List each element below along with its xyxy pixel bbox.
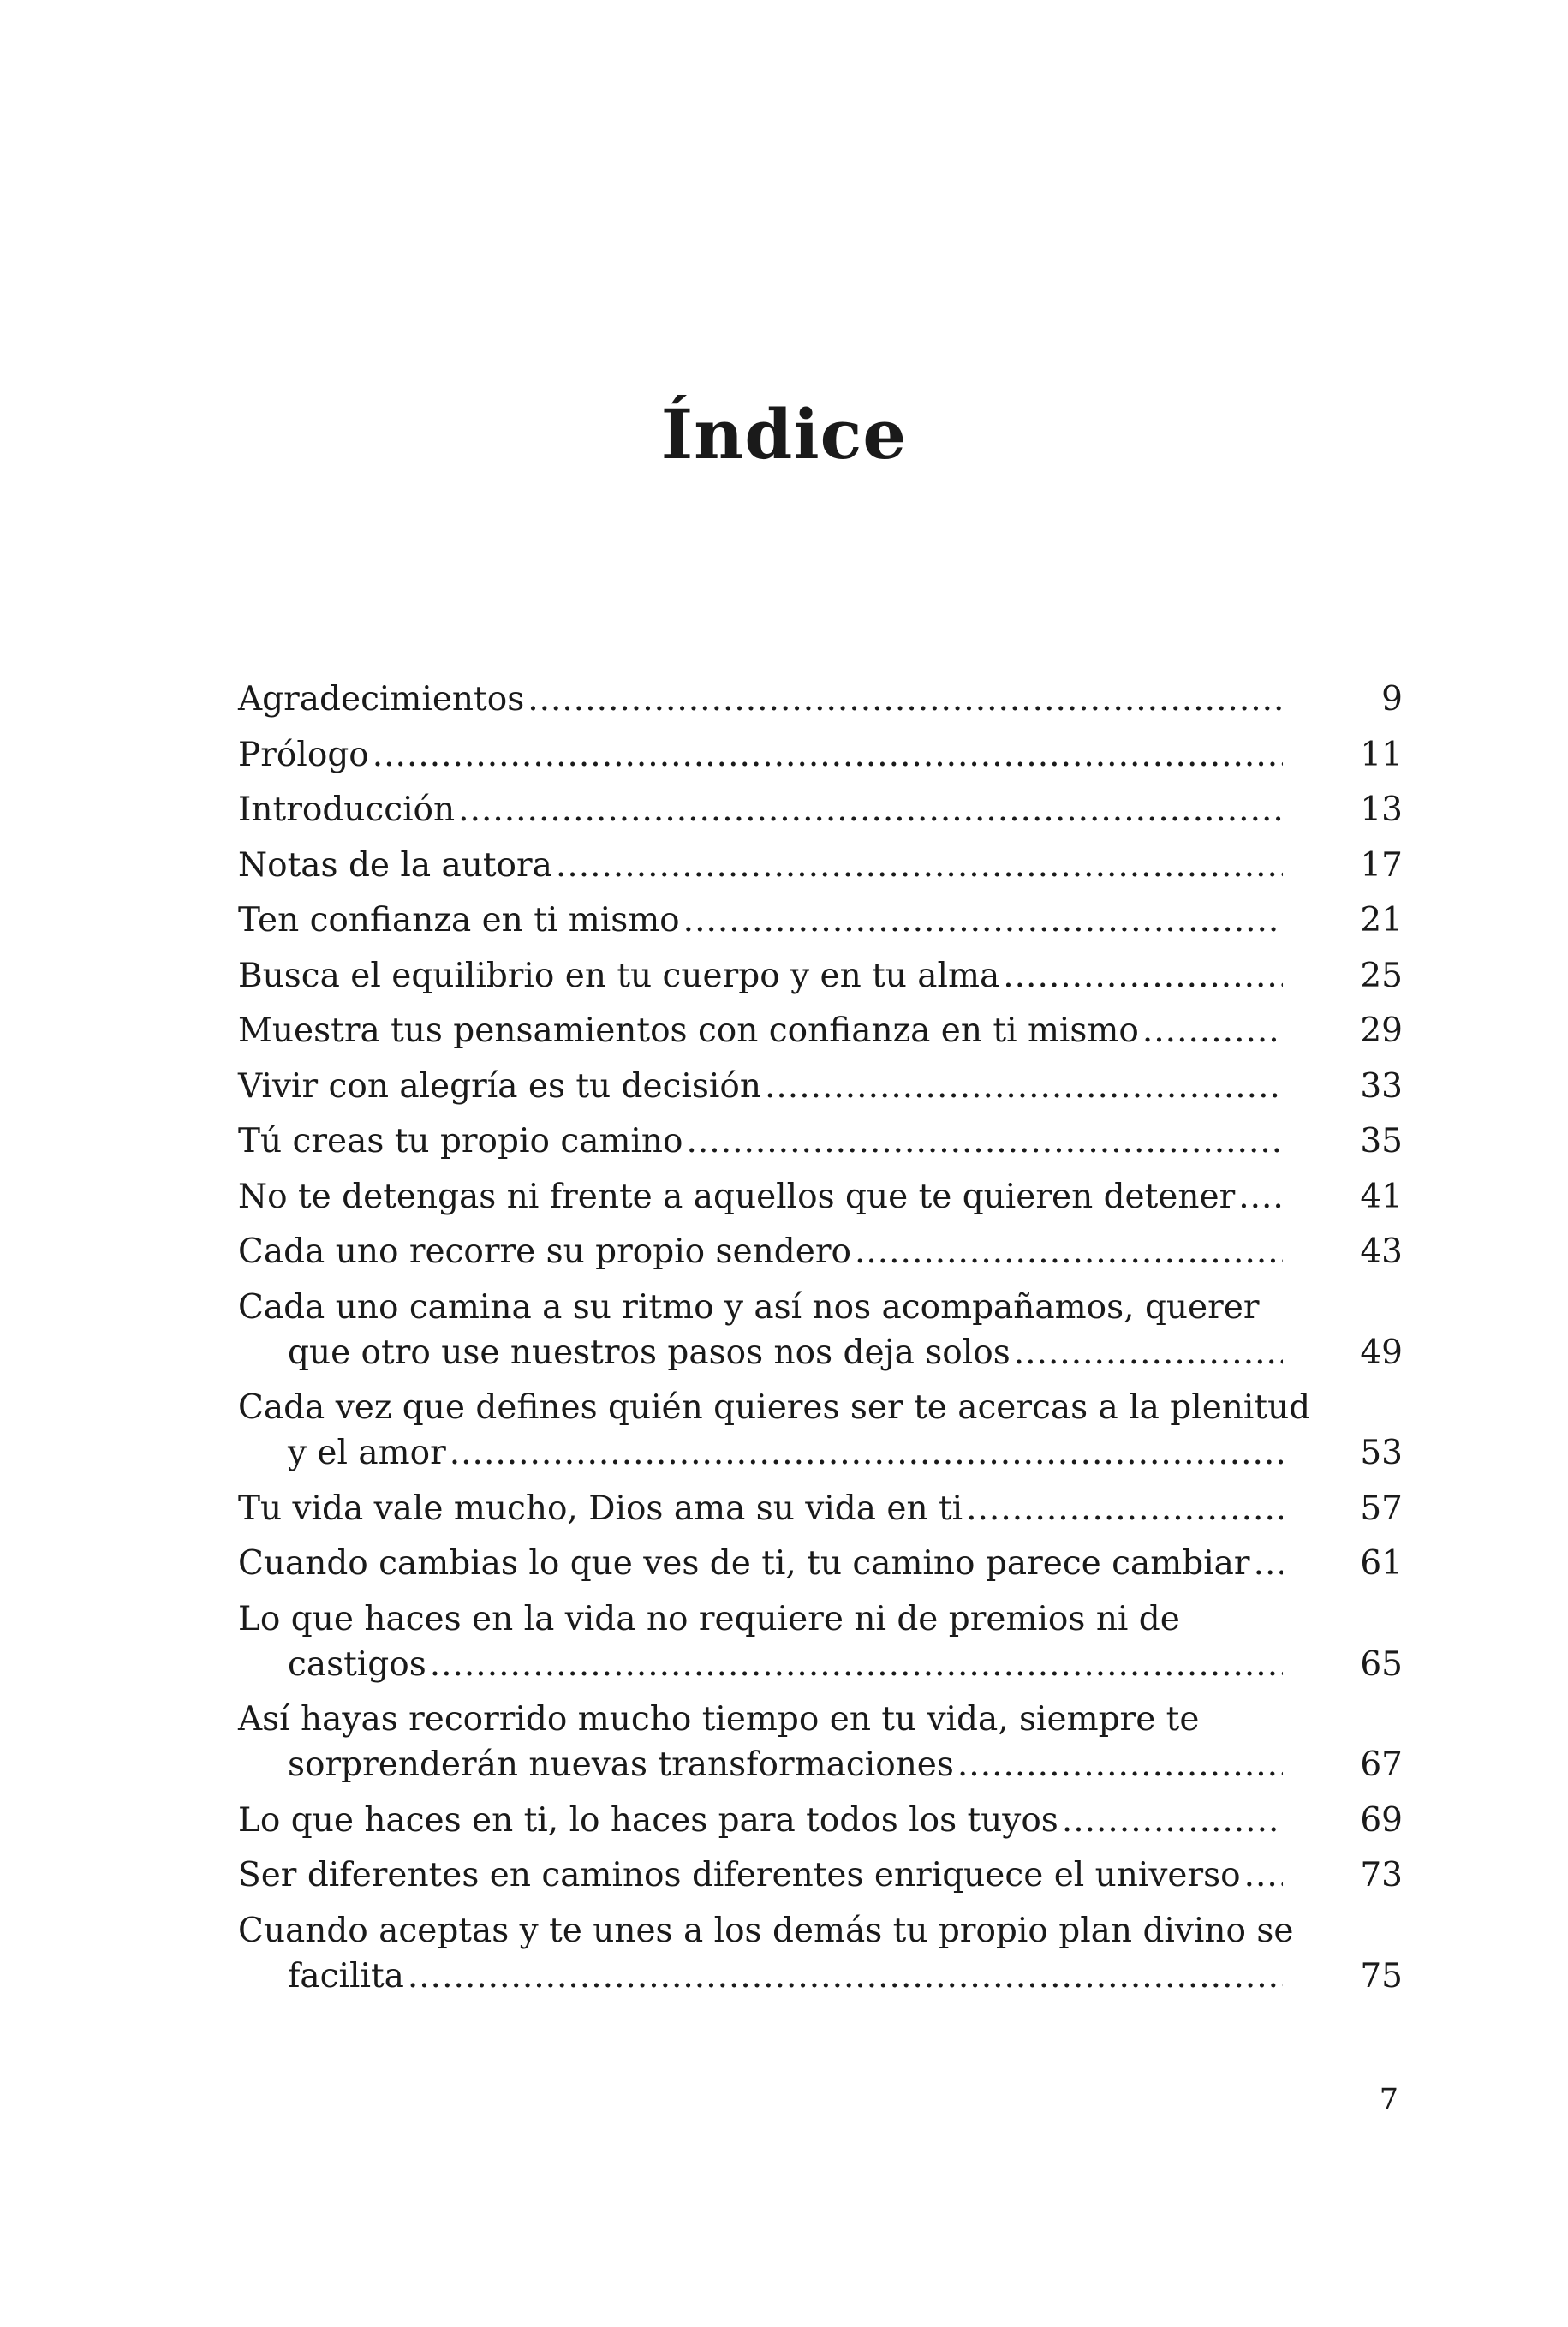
dot-leader xyxy=(1142,1008,1283,1053)
toc-page-number: 13 xyxy=(1360,791,1403,829)
dot-leader xyxy=(1254,1541,1283,1586)
toc-entry-title: Lo que haces en la vida no requiere ni de premios ni de xyxy=(238,1599,1180,1638)
toc-entry-title: Ten confianza en ti mismo xyxy=(238,901,680,940)
toc-entry xyxy=(238,1541,1403,1586)
toc-page-number: 53 xyxy=(1360,1434,1403,1472)
toc-entry-title: No te detengas ni frente a aquellos que te quieren detener xyxy=(238,1177,1236,1216)
dot-leader xyxy=(1003,953,1283,999)
toc-entry-title: Cada vez que defines quién quieres ser te acercas a la plenitud xyxy=(238,1388,1311,1427)
toc-entry-title: Cuando aceptas y te unes a los demás tu propio plan divino se xyxy=(238,1911,1294,1950)
toc-entry-title-continuation: facilita xyxy=(288,1956,404,1996)
toc-entry-title: Tu vida vale mucho, Dios ama su vida en ti xyxy=(238,1489,963,1528)
toc-page-number: 73 xyxy=(1360,1856,1403,1894)
toc-entry-title: Vivir con alegría es tu decisión xyxy=(238,1066,761,1106)
toc-entry-row xyxy=(238,1853,1403,1898)
toc-page-number: 35 xyxy=(1360,1122,1403,1161)
toc-entry-row xyxy=(238,1954,1403,1999)
toc-entry-row xyxy=(238,1742,1403,1787)
toc-entry xyxy=(238,1008,1403,1053)
toc-entry xyxy=(238,1697,1403,1787)
dot-leader xyxy=(957,1742,1283,1787)
toc-entry-row xyxy=(238,843,1403,888)
dot-leader xyxy=(1062,1798,1283,1843)
toc-page-number: 43 xyxy=(1360,1232,1403,1271)
toc-entry-row xyxy=(238,1430,1403,1476)
toc-entry-title: Tú creas tu propio camino xyxy=(238,1122,683,1161)
page-number: 7 xyxy=(1379,2083,1398,2117)
toc-entry xyxy=(238,1119,1403,1164)
dot-leader xyxy=(1244,1853,1283,1898)
toc-entry xyxy=(238,1229,1403,1274)
toc-page-number: 69 xyxy=(1360,1800,1403,1840)
toc-entry xyxy=(238,677,1403,722)
dot-leader xyxy=(1238,1174,1283,1220)
toc-entry-row xyxy=(238,898,1403,943)
dot-leader xyxy=(1014,1330,1283,1375)
dot-leader xyxy=(408,1954,1283,1999)
toc-page-number: 75 xyxy=(1360,1956,1403,1996)
toc-entry-title-continuation: y el amor xyxy=(288,1434,446,1472)
toc-entry-title-continuation: sorprenderán nuevas transformaciones xyxy=(288,1745,954,1784)
toc-page-number: 21 xyxy=(1360,901,1403,940)
toc-entry-title: Cuando cambias lo que ves de ti, tu camino parece cambiar xyxy=(238,1544,1250,1583)
toc-entry-title: Introducción xyxy=(238,791,456,829)
dot-leader xyxy=(373,732,1283,778)
toc-entry-row xyxy=(238,1119,1403,1164)
toc-page-number: 65 xyxy=(1360,1644,1403,1684)
toc-entry-row xyxy=(238,787,1403,832)
toc-page-number: 41 xyxy=(1360,1177,1403,1216)
toc-page-number: 33 xyxy=(1360,1066,1403,1106)
toc-entry xyxy=(238,1385,1403,1476)
toc-page-number: 61 xyxy=(1360,1544,1403,1583)
dot-leader xyxy=(528,677,1283,722)
toc-entry-title: Agradecimientos xyxy=(238,680,525,719)
toc-page-number: 29 xyxy=(1360,1011,1403,1050)
toc-entry-row xyxy=(238,1064,1403,1109)
toc-entry-title: Notas de la autora xyxy=(238,845,552,885)
dot-leader xyxy=(855,1229,1283,1274)
page-title: Índice xyxy=(660,394,908,474)
toc-entry xyxy=(238,1798,1403,1843)
toc-page-number: 9 xyxy=(1381,680,1403,719)
toc-entry xyxy=(238,732,1403,778)
toc-entry-title: Lo que haces en ti, lo haces para todos los tuyos xyxy=(238,1800,1058,1840)
toc-entry-row xyxy=(238,1541,1403,1586)
toc-entry-row xyxy=(238,1330,1403,1375)
toc-entry xyxy=(238,1908,1403,1999)
toc-entry xyxy=(238,953,1403,999)
toc-entry xyxy=(238,1285,1403,1375)
dot-leader xyxy=(556,843,1283,888)
dot-leader xyxy=(458,787,1283,832)
toc-entry-title: Así hayas recorrido mucho tiempo en tu vida, siempre te xyxy=(238,1700,1200,1739)
toc-entry xyxy=(238,843,1403,888)
toc-page-number: 67 xyxy=(1360,1745,1403,1784)
toc-entry-row xyxy=(238,1008,1403,1053)
toc-entry-row xyxy=(238,1486,1403,1531)
table-of-contents xyxy=(238,677,1403,2008)
toc-entry-title: Muestra tus pensamientos con confianza en ti mismo xyxy=(238,1011,1139,1050)
toc-entry-row xyxy=(238,953,1403,999)
toc-entry-title: Cada uno camina a su ritmo y así nos acompañamos, querer xyxy=(238,1287,1260,1327)
toc-entry-row xyxy=(238,1174,1403,1220)
dot-leader xyxy=(966,1486,1283,1531)
toc-entry-title: Busca el equilibrio en tu cuerpo y en tu alma xyxy=(238,956,1000,995)
toc-entry-row xyxy=(238,1798,1403,1843)
toc-entry-title: Prólogo xyxy=(238,735,369,774)
toc-entry-row xyxy=(238,732,1403,778)
toc-entry-row xyxy=(238,677,1403,722)
toc-entry-row xyxy=(238,1229,1403,1274)
toc-entry xyxy=(238,1486,1403,1531)
toc-entry xyxy=(238,1853,1403,1898)
toc-page-number: 57 xyxy=(1360,1489,1403,1528)
toc-entry xyxy=(238,898,1403,943)
toc-entry-title: Ser diferentes en caminos diferentes enriquece el universo xyxy=(238,1856,1241,1894)
toc-entry xyxy=(238,1174,1403,1220)
dot-leader xyxy=(765,1064,1283,1109)
toc-entry xyxy=(238,1596,1403,1687)
dot-leader xyxy=(450,1430,1283,1476)
toc-entry xyxy=(238,787,1403,832)
toc-page-number: 17 xyxy=(1360,845,1403,885)
toc-entry xyxy=(238,1064,1403,1109)
dot-leader xyxy=(430,1642,1283,1687)
toc-page-number: 49 xyxy=(1360,1333,1403,1372)
toc-entry-title-continuation: que otro use nuestros pasos nos deja solos xyxy=(288,1333,1011,1372)
toc-entry-title-continuation: castigos xyxy=(288,1644,426,1684)
toc-entry-row xyxy=(238,1642,1403,1687)
toc-page-number: 11 xyxy=(1360,735,1403,774)
dot-leader xyxy=(687,1119,1284,1164)
dot-leader xyxy=(683,898,1283,943)
toc-page-number: 25 xyxy=(1360,956,1403,995)
toc-entry-title: Cada uno recorre su propio sendero xyxy=(238,1232,851,1271)
